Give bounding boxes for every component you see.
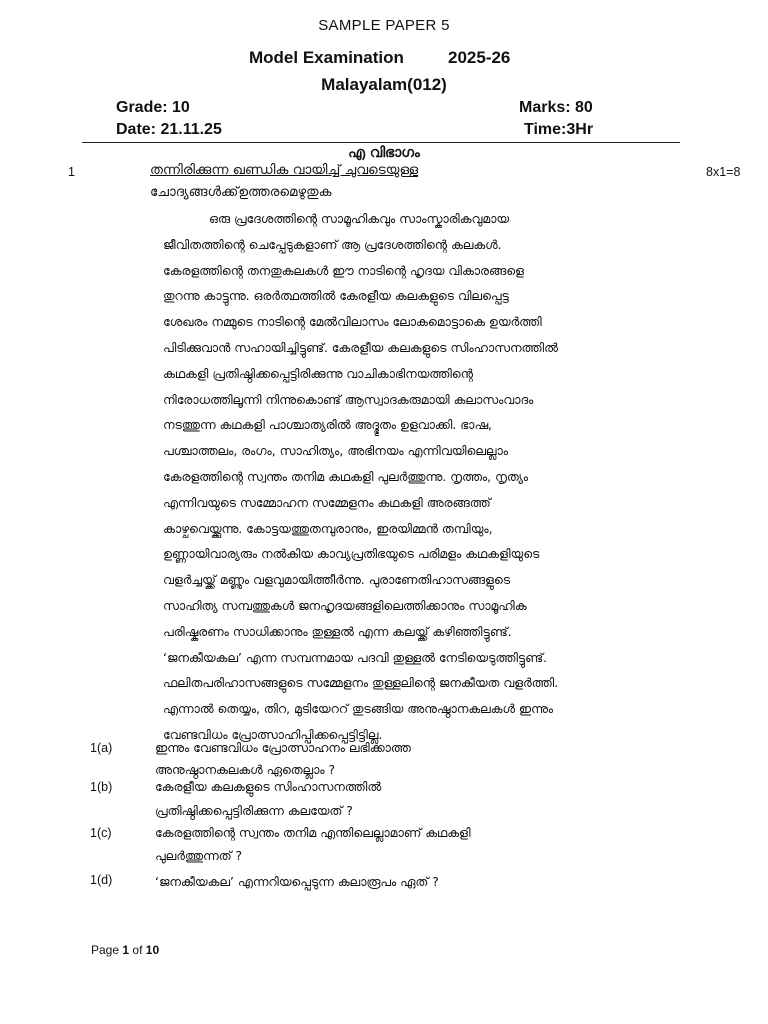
subquestion-text: ‘ജനകീയകല’ എന്നറിയപ്പെടുന്ന കലാരൂപം ഏത് ? — [155, 874, 439, 889]
passage-line: നടത്തുന്ന കഥകളി പാശ്ചാത്യരിൽ അദ്ഭുതം ഉളവാക്കി. ഭാഷ, — [163, 417, 492, 433]
subquestion-text: പ്രതിഷ്ഠിക്കപ്പെട്ടിരിക്കുന്ന കലയേത് ? — [155, 803, 353, 818]
date-label: Date: 21.11.25 — [116, 121, 222, 138]
footer-current-page: 1 — [122, 943, 130, 957]
section-title: എ വിഭാഗം — [348, 145, 420, 161]
question-instruction-line1: തന്നിരിക്കുന്ന ഖണ്ഡിക വായിച്ച് ചുവടെയുള്ള — [150, 162, 419, 178]
exam-year: 2025-26 — [448, 48, 511, 67]
passage-line: പിടിക്കുവാൻ സഹായിച്ചിട്ടുണ്ട്. കേരളീയ കലകളുടെ സിംഹാസനത്തിൽ — [163, 339, 558, 355]
question-number: 1 — [68, 165, 75, 179]
passage-line: ജീവിതത്തിന്റെ ചെപ്പേടുകളാണ് ആ പ്രദേശത്തിന്റെ കലകൾ. — [163, 236, 502, 252]
subject-title: Malayalam(012) — [321, 75, 447, 94]
subquestion-number: 1(a) — [90, 741, 113, 755]
passage-line: കഥകളി പ്രതിഷ്ഠിക്കപ്പെട്ടിരിക്കുന്നു വാചികാഭിനയത്തിന്റെ — [163, 365, 473, 381]
marks-label: Marks: 80 — [519, 99, 593, 116]
passage-line: തുറന്നു കാട്ടുന്നു. ഒരർത്ഥത്തിൽ കേരളീയ കലകളുടെ വിലപ്പെട്ട — [163, 288, 509, 304]
passage-line: വളർച്ചയ്ക്ക് മണ്ണും വളവുമായിത്തീർന്നു. പുരാണേതിഹാസങ്ങളുടെ — [163, 572, 511, 588]
passage-line: പശ്ചാത്തലം, രംഗം, സാഹിത്യം, അഭിനയം എന്നിവയിലെല്ലാം — [163, 443, 508, 459]
passage-line: പരിഷ്കരണം സാധിക്കാനും തുള്ളൽ എന്ന കലയ്ക്ക് കഴിഞ്ഞിട്ടുണ്ട്. — [163, 623, 512, 639]
subquestion-text: അനുഷ്ഠാനകലകൾ ഏതെല്ലാം ? — [155, 762, 336, 777]
passage-line: സാഹിത്യ സമ്പത്തുകൾ ജനഹൃദയങ്ങളിലെത്തിക്കാനും സാമൂഹിക — [163, 597, 527, 613]
passage-line: കേരളത്തിന്റെ തനതുകലകൾ ഈ നാടിന്റെ ഹൃദയ വികാരങ്ങളെ — [163, 262, 524, 278]
question-instruction-line2: ചോദ്യങ്ങൾക്ക്ഉത്തരമെഴുതുക — [150, 184, 332, 200]
exam-name: Model Examination — [249, 48, 404, 67]
subquestion-text: ഇന്നും വേണ്ടവിധം പ്രോത്സാഹനം ലഭിക്കാത്ത — [155, 740, 411, 755]
passage-line: ഫലിതപരിഹാസങ്ങളുടെ സമ്മേളനം തുള്ളലിന്റെ ജനകീയത വളർത്തി. — [163, 675, 559, 691]
sample-paper-label: SAMPLE PAPER 5 — [318, 17, 450, 34]
footer-page-word: Page — [91, 943, 120, 957]
subquestion-text: പുലർത്തുന്നത് ? — [155, 848, 243, 863]
footer-total-pages: 10 — [145, 943, 160, 957]
subquestion-number: 1(d) — [90, 873, 113, 887]
passage-line: ഒരു പ്രദേശത്തിന്റെ സാമൂഹികവും സാംസ്കാരികവുമായ — [209, 211, 510, 226]
passage-line: കാഴ്ചവെയ്ക്കുന്നു. കോട്ടയത്തുതമ്പുരാനും, ഇരയിമ്മൻ തമ്പിയും, — [163, 520, 493, 536]
passage-line: എന്നാൽ തെയ്യം, തിറ, മുടിയേററ് തുടങ്ങിയ അനുഷ്ഠാനകലകൾ ഇന്നും — [163, 701, 554, 717]
reading-passage — [163, 206, 558, 748]
header-divider — [82, 142, 680, 143]
subquestion-number: 1(c) — [90, 826, 112, 840]
page-footer — [91, 943, 159, 957]
passage-line: ‘ജനകീയകല’ എന്ന സമ്പന്നമായ പദവി തുള്ളൽ നേടിയെടുത്തിട്ടുണ്ട്. — [163, 649, 547, 665]
footer-of-word: of — [132, 943, 143, 957]
passage-line: കേരളത്തിന്റെ സ്വന്തം തനിമ കഥകളി പുലർത്തുന്നു. നൃത്തം, നൃത്യം — [163, 468, 529, 484]
time-label: Time:3Hr — [524, 121, 594, 138]
grade-label: Grade: 10 — [116, 99, 190, 116]
passage-line: നിരോധത്തിലൂന്നി നിന്നുകൊണ്ട് ആസ്വാദകരുമായി കലാസംവാദം — [163, 391, 534, 407]
passage-line: എന്നിവയുടെ സമ്മോഹന സമ്മേളനം കഥകളി അരങ്ങത്ത് — [163, 494, 491, 510]
passage-line: ശേഖരം നമ്മുടെ നാടിന്റെ മേൽവിലാസം ലോകമൊട്ടാകെ ഉയർത്തി — [163, 314, 542, 330]
passage-line: ഉണ്ണായിവാര്യരും നൽകിയ കാവ്യപ്രതിഭയുടെ പരിമളം കഥകളിയുടെ — [163, 546, 540, 562]
subquestion-text: കേരളീയ കലകളുടെ സിംഹാസനത്തിൽ — [155, 779, 382, 794]
subquestion-number: 1(b) — [90, 780, 113, 794]
subquestion-text: കേരളത്തിന്റെ സ്വന്തം തനിമ എന്തിലെല്ലാമാണ് കഥകളി — [155, 825, 471, 840]
question-marks: 8x1=8 — [706, 165, 741, 179]
passage-line: വേണ്ടവിധം പ്രോത്സാഹിപ്പിക്കപ്പെട്ടിട്ടില്ല. — [163, 726, 383, 742]
